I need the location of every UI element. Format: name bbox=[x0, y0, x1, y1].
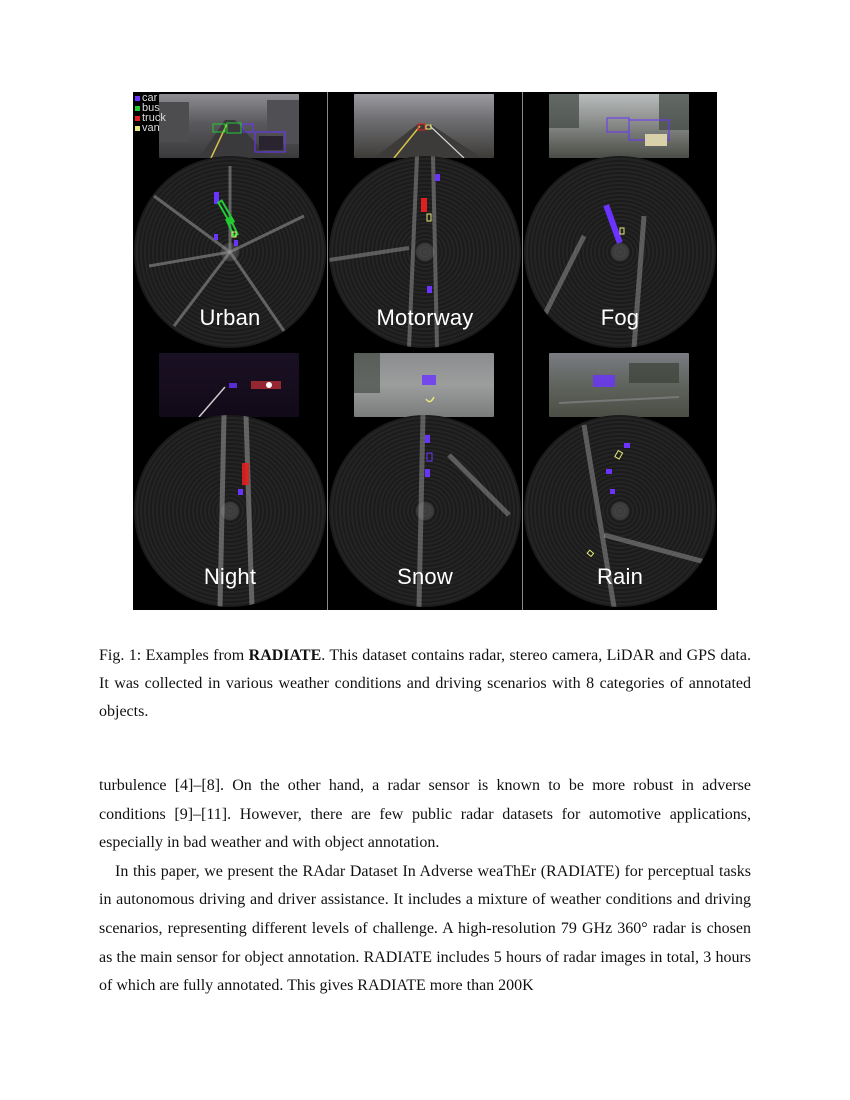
scenario-label: Night bbox=[203, 564, 257, 589]
scenario-label: Snow bbox=[397, 564, 453, 589]
camera-image bbox=[159, 94, 299, 158]
body-text bbox=[99, 772, 751, 1001]
camera-image bbox=[159, 353, 299, 417]
panel-rain bbox=[523, 351, 717, 610]
legend-truck: truck bbox=[135, 113, 166, 123]
scenario-label: Urban bbox=[199, 305, 261, 330]
legend-car: car bbox=[135, 93, 166, 103]
panel-urban bbox=[133, 92, 327, 351]
scenario-label: Motorway bbox=[376, 305, 474, 330]
camera-image bbox=[354, 353, 494, 417]
panel-motorway bbox=[328, 92, 522, 351]
dataset-name: RADIATE bbox=[248, 647, 322, 664]
class-legend bbox=[135, 93, 166, 133]
radiate-figure bbox=[133, 92, 717, 610]
scenario-label: Rain bbox=[596, 564, 644, 589]
camera-image bbox=[354, 94, 494, 158]
figure-caption: Fig. 1: Examples from RADIATE. This dataset contains radar, stereo camera, LiDAR and GPS data. It was collected in various weather conditions and driving scenarios with 8 categories of annotated objects. bbox=[99, 647, 751, 720]
camera-image bbox=[549, 353, 689, 417]
legend-bus: bus bbox=[135, 103, 166, 113]
panel-fog bbox=[523, 92, 717, 351]
paragraph: turbulence [4]–[8]. On the other hand, a radar sensor is known to be more robust in adverse conditions [9]–[11]. However, there are few public radar datasets for automotive applications, especially in bad weather and with object annotation. bbox=[99, 777, 751, 852]
panel-night bbox=[133, 351, 327, 610]
camera-image bbox=[549, 94, 689, 158]
legend-van: van bbox=[135, 123, 166, 133]
panel-snow bbox=[328, 351, 522, 610]
scenario-label: Fog bbox=[600, 305, 640, 330]
paragraph: In this paper, we present the RAdar Dataset In Adverse weaThEr (RADIATE) for perceptual tasks in autonomous driving and driver assistance. It includes a mixture of weather conditions and driving scenarios, representing different levels of challenge. A high-resolution 79 GHz 360° radar is chosen as the main sensor for object annotation. RADIATE includes 5 hours of radar images in total, 3 hours of which are fully annotated. This gives RADIATE more than 200K bbox=[99, 862, 751, 995]
